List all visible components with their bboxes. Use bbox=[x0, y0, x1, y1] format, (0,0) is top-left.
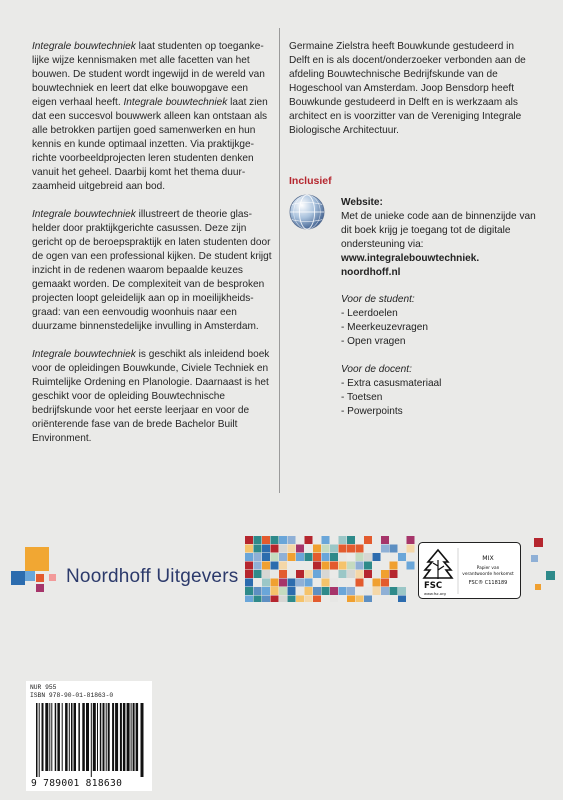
mosaic-tile bbox=[271, 553, 279, 561]
mosaic-tile bbox=[262, 553, 270, 561]
mosaic-tile bbox=[373, 545, 381, 553]
barcode-bar bbox=[100, 703, 102, 771]
mosaic-tile bbox=[347, 562, 355, 570]
nur-code: NUR 955 bbox=[30, 684, 57, 691]
mosaic-tile bbox=[356, 587, 364, 595]
mosaic-tile bbox=[364, 587, 372, 595]
authors-text: Germaine Zielstra heeft Bouwkunde gestudeerd in Delft en is als docent/onderzoeker verbonden aan de afdeling Bouwtechnische Bedrijfskunde van de Hogeschool van Amsterdam. Joop Bensdorp heeft Bouwkunde gestudeerd in Delft en is werkzaam als architect en is voorzitter van de Vereniging Integrale Biologische Architectuur. bbox=[289, 41, 526, 136]
mosaic-tile bbox=[390, 562, 398, 570]
isbn-code: ISBN 978-90-01-81863-0 bbox=[30, 692, 114, 699]
mosaic-tile bbox=[356, 536, 364, 544]
mosaic-tile bbox=[322, 545, 330, 553]
mosaic-tile bbox=[279, 587, 287, 595]
mosaic-tile bbox=[245, 536, 253, 544]
mosaic-tile bbox=[330, 570, 338, 578]
mosaic-tile bbox=[305, 587, 313, 595]
mosaic-tile bbox=[373, 570, 381, 578]
mosaic-tile bbox=[271, 562, 279, 570]
barcode-bar bbox=[106, 703, 107, 771]
mosaic-tile bbox=[356, 570, 364, 578]
barcode-bar bbox=[39, 703, 40, 777]
mosaic-tile bbox=[254, 562, 262, 570]
mosaic-tile bbox=[390, 570, 398, 578]
mosaic-tile bbox=[296, 587, 304, 595]
mosaic-tile bbox=[381, 579, 389, 587]
mosaic-tile bbox=[364, 596, 372, 603]
fsc-line1: Papier van bbox=[476, 566, 500, 571]
mosaic-tile bbox=[271, 545, 279, 553]
mosaic-tile bbox=[262, 570, 270, 578]
description-paragraph-1 bbox=[32, 40, 272, 194]
mosaic-tile bbox=[347, 587, 355, 595]
mosaic-tile bbox=[390, 536, 398, 544]
mosaic-tile bbox=[279, 596, 287, 603]
mosaic-tile bbox=[330, 579, 338, 587]
mosaic-tile bbox=[279, 562, 287, 570]
mosaic-tile bbox=[373, 596, 381, 603]
mosaic-tile bbox=[339, 587, 347, 595]
logo-square bbox=[11, 571, 25, 585]
mosaic-tile bbox=[288, 596, 296, 603]
logo-square bbox=[25, 547, 49, 571]
mosaic-tile bbox=[347, 570, 355, 578]
barcode-bar bbox=[62, 703, 63, 771]
barcode-bar bbox=[45, 703, 48, 771]
mosaic-tile bbox=[305, 536, 313, 544]
publisher-name: Noordhoff Uitgevers bbox=[66, 566, 239, 587]
mosaic-tile bbox=[381, 596, 389, 603]
mosaic-tile bbox=[305, 596, 313, 603]
decor-square bbox=[534, 538, 543, 547]
color-mosaic bbox=[245, 536, 415, 602]
mosaic-tile bbox=[407, 570, 415, 578]
website-url-part: www.integralebouwtechniek. bbox=[341, 253, 480, 264]
mosaic-tile bbox=[347, 553, 355, 561]
barcode-bar bbox=[133, 703, 135, 771]
mosaic-tile bbox=[305, 579, 313, 587]
mosaic-tile bbox=[330, 587, 338, 595]
mosaic-tile bbox=[254, 553, 262, 561]
book-title-italic: Integrale bouwtechniek bbox=[123, 97, 228, 108]
mosaic-tile bbox=[364, 545, 372, 553]
mosaic-tile bbox=[330, 545, 338, 553]
mosaic-tile bbox=[381, 536, 389, 544]
website-block bbox=[341, 196, 541, 280]
mosaic-tile bbox=[339, 536, 347, 544]
mosaic-tile bbox=[245, 562, 253, 570]
mosaic-tile bbox=[398, 545, 406, 553]
mosaic-tile bbox=[339, 553, 347, 561]
mosaic-tile bbox=[373, 587, 381, 595]
logo-square bbox=[36, 584, 44, 592]
description-text: laat studenten op toeganke- lijke wijze kennismaken met alle facetten van het bouwen. De student wordt ingewijd in de wereld van bouwtechniek en leert dat elke bouwopgave een eigen verhaal heeft. bbox=[32, 41, 265, 108]
mosaic-tile bbox=[330, 562, 338, 570]
mosaic-tile bbox=[245, 579, 253, 587]
mosaic-tile bbox=[245, 570, 253, 578]
mosaic-tile bbox=[373, 553, 381, 561]
barcode-digits: 9 789001 818630 bbox=[31, 778, 123, 789]
mosaic-tile bbox=[245, 587, 253, 595]
barcode-panel bbox=[26, 681, 152, 791]
mosaic-tile bbox=[279, 536, 287, 544]
mosaic-tile bbox=[254, 545, 262, 553]
barcode-bar bbox=[74, 703, 77, 771]
mosaic-tile bbox=[407, 553, 415, 561]
mosaic-tile bbox=[254, 596, 262, 603]
mosaic-tile bbox=[313, 536, 321, 544]
mosaic-tile bbox=[356, 545, 364, 553]
barcode-bar bbox=[131, 703, 132, 771]
mosaic-tile bbox=[254, 536, 262, 544]
mosaic-tile bbox=[322, 562, 330, 570]
mosaic-tile bbox=[279, 570, 287, 578]
mosaic-tile bbox=[364, 536, 372, 544]
mosaic-tile bbox=[313, 562, 321, 570]
mosaic-tile bbox=[356, 579, 364, 587]
docent-list bbox=[341, 377, 541, 419]
barcode-bar bbox=[57, 703, 60, 771]
description-paragraph-3 bbox=[32, 348, 272, 446]
decor-square bbox=[546, 571, 555, 580]
barcode-bar bbox=[127, 703, 130, 771]
barcode-bar bbox=[123, 703, 126, 771]
description-text: illustreert de theorie glas- helder door praktijkgerichte casussen. Deze zijn gericht op de beroepspraktijk en laten studenten door de ogen van een professional kijken. De student krijgt inzicht in de redenen waarom bepaalde keuzes gemaakt worden. De complexiteit van de besproken projecten loopt geleidelijk aan op in moeilijkheids- graad: van een eenvoudig woonhuis naar een duurzame binnenstedelijke invulling in Amsterdam. bbox=[32, 209, 272, 332]
mosaic-tile bbox=[373, 562, 381, 570]
mosaic-tile bbox=[407, 562, 415, 570]
mosaic-tile bbox=[339, 545, 347, 553]
mosaic-tile bbox=[245, 545, 253, 553]
mosaic-tile bbox=[313, 553, 321, 561]
mosaic-tile bbox=[288, 579, 296, 587]
mosaic-tile bbox=[245, 553, 253, 561]
mosaic-tile bbox=[254, 579, 262, 587]
mosaic-tile bbox=[339, 596, 347, 603]
barcode-bar bbox=[78, 703, 80, 771]
mosaic-tile bbox=[356, 553, 364, 561]
barcode-bar bbox=[49, 703, 50, 771]
list-item: - Powerpoints bbox=[341, 406, 403, 417]
decor-square bbox=[535, 584, 541, 590]
mosaic-tile bbox=[398, 596, 406, 603]
description-paragraph-2 bbox=[32, 208, 272, 334]
logo-square bbox=[49, 574, 56, 581]
mosaic-tile bbox=[381, 553, 389, 561]
barcode-bar bbox=[108, 703, 110, 771]
logo-square bbox=[36, 574, 44, 582]
mosaic-tile bbox=[347, 545, 355, 553]
mosaic-tile bbox=[339, 562, 347, 570]
description-column bbox=[32, 40, 272, 460]
mosaic-tile bbox=[296, 579, 304, 587]
mosaic-tile bbox=[288, 553, 296, 561]
mosaic-tile bbox=[262, 536, 270, 544]
mosaic-tile bbox=[262, 579, 270, 587]
logo-square bbox=[25, 571, 35, 581]
resource-lists bbox=[341, 293, 541, 433]
barcode-bar bbox=[36, 703, 38, 777]
website-text: Met de unieke code aan de binnenzijde van dit boek krijg je toegang tot de digitale ondersteuning via: bbox=[341, 211, 536, 250]
description-text: laat zien dat een succesvol bouwwerk alleen kan ontstaan als alle betrokken partijen goed samenwerken en hun kennis en kunde optimaal inzetten. Via praktijkge- richte voorbeeldprojecten leren studenten denken vanuit het geheel. Daarbij komt het thema duur- zaamheid uitgebreid aan bod. bbox=[32, 97, 268, 192]
mosaic-tile bbox=[407, 545, 415, 553]
fsc-mark bbox=[418, 542, 521, 599]
mosaic-tile bbox=[398, 570, 406, 578]
barcode-bar bbox=[65, 703, 68, 771]
mosaic-tile bbox=[330, 553, 338, 561]
mosaic-tile bbox=[313, 570, 321, 578]
barcode-bar bbox=[51, 703, 52, 771]
decor-square bbox=[531, 555, 538, 562]
mosaic-tile bbox=[288, 545, 296, 553]
mosaic-tile bbox=[313, 596, 321, 603]
mosaic-tile bbox=[313, 587, 321, 595]
mosaic-tile bbox=[390, 545, 398, 553]
mosaic-tile bbox=[347, 596, 355, 603]
mosaic-tile bbox=[407, 536, 415, 544]
barcode-bar bbox=[86, 703, 89, 771]
mosaic-tile bbox=[356, 562, 364, 570]
mosaic-tile bbox=[254, 587, 262, 595]
mosaic-tile bbox=[313, 579, 321, 587]
list-item: - Toetsen bbox=[341, 392, 383, 403]
mosaic-tile bbox=[305, 570, 313, 578]
mosaic-tile bbox=[271, 596, 279, 603]
mosaic-tile bbox=[296, 562, 304, 570]
barcode-bar bbox=[141, 703, 144, 777]
mosaic-tile bbox=[373, 579, 381, 587]
mosaic-tile bbox=[364, 553, 372, 561]
mosaic-tile bbox=[271, 570, 279, 578]
mosaic-tile bbox=[390, 596, 398, 603]
barcode-bar bbox=[93, 703, 96, 771]
mosaic-tile bbox=[330, 536, 338, 544]
mosaic-tile bbox=[364, 562, 372, 570]
website-url[interactable] bbox=[341, 252, 541, 280]
mosaic-tile bbox=[322, 570, 330, 578]
mosaic-tile bbox=[305, 562, 313, 570]
barcode-bar bbox=[103, 703, 105, 771]
mosaic-tile bbox=[262, 587, 270, 595]
barcode-bar bbox=[69, 703, 70, 771]
mosaic-tile bbox=[322, 579, 330, 587]
mosaic-tile bbox=[390, 579, 398, 587]
mosaic-tile bbox=[313, 545, 321, 553]
mosaic-tile bbox=[262, 596, 270, 603]
mosaic-tile bbox=[407, 579, 415, 587]
mosaic-tile bbox=[339, 579, 347, 587]
barcode-bar bbox=[97, 703, 98, 771]
mosaic-tile bbox=[398, 553, 406, 561]
mosaic-tile bbox=[407, 587, 415, 595]
mosaic-tile bbox=[398, 587, 406, 595]
mosaic-tile bbox=[381, 587, 389, 595]
fsc-mix: MIX bbox=[482, 555, 494, 562]
mosaic-tile bbox=[390, 587, 398, 595]
column-divider bbox=[279, 28, 280, 493]
mosaic-tile bbox=[364, 579, 372, 587]
student-list bbox=[341, 307, 541, 349]
mosaic-tile bbox=[364, 570, 372, 578]
book-title-italic: Integrale bouwtechniek bbox=[32, 41, 136, 52]
mosaic-tile bbox=[254, 570, 262, 578]
mosaic-tile bbox=[288, 536, 296, 544]
mosaic-tile bbox=[381, 545, 389, 553]
mosaic-tile bbox=[381, 562, 389, 570]
barcode-bar bbox=[71, 703, 73, 771]
barcode-bar bbox=[136, 703, 139, 771]
book-title-italic: Integrale bouwtechniek bbox=[32, 349, 136, 360]
mosaic-tile bbox=[288, 587, 296, 595]
mosaic-tile bbox=[407, 596, 415, 603]
mosaic-tile bbox=[390, 553, 398, 561]
list-item: - Meerkeuzevragen bbox=[341, 322, 428, 333]
barcode-bar bbox=[112, 703, 114, 771]
barcode-bar bbox=[82, 703, 85, 771]
fsc-site: www.fsc.org bbox=[424, 592, 446, 596]
mosaic-tile bbox=[381, 570, 389, 578]
barcode-bar bbox=[55, 703, 57, 771]
mosaic-tile bbox=[322, 553, 330, 561]
list-item: - Open vragen bbox=[341, 336, 406, 347]
authors-bio bbox=[289, 40, 534, 138]
mosaic-tile bbox=[271, 536, 279, 544]
mosaic-tile bbox=[262, 562, 270, 570]
inclusief-heading: Inclusief bbox=[289, 175, 332, 187]
fsc-code: FSC® C118189 bbox=[468, 580, 508, 586]
barcode-bar bbox=[42, 703, 44, 771]
website-heading: Website: bbox=[341, 197, 383, 208]
mosaic-tile bbox=[271, 579, 279, 587]
description-text: is geschikt als inleidend boek voor de opleidingen Bouwkunde, Civiele Techniek en Ruimtelijke Ordening en Planologie. Daarnaast is het geschikt voor de opleiding Bouwtechnische bedrijfskunde voor het eerste leerjaar en voor de oriënterende fase van de brede Bachelor Built Environment. bbox=[32, 349, 270, 444]
fsc-logo-text: FSC bbox=[424, 581, 443, 591]
list-item: - Extra casusmateriaal bbox=[341, 378, 442, 389]
barcode-bar bbox=[115, 703, 118, 771]
globe-icon bbox=[288, 193, 326, 231]
mosaic-tile bbox=[305, 553, 313, 561]
mosaic-tile bbox=[398, 579, 406, 587]
mosaic-tile bbox=[288, 562, 296, 570]
book-title-italic: Integrale bouwtechniek bbox=[32, 209, 136, 220]
website-url-part: noordhoff.nl bbox=[341, 267, 401, 278]
barcode-icon bbox=[36, 703, 144, 777]
mosaic-tile bbox=[305, 545, 313, 553]
mosaic-tile bbox=[339, 570, 347, 578]
mosaic-tile bbox=[245, 596, 253, 603]
mosaic-tile bbox=[356, 596, 364, 603]
mosaic-tile bbox=[398, 562, 406, 570]
mosaic-tile bbox=[347, 579, 355, 587]
mosaic-tile bbox=[279, 553, 287, 561]
mosaic-tile bbox=[279, 579, 287, 587]
mosaic-tile bbox=[296, 545, 304, 553]
mosaic-tile bbox=[322, 536, 330, 544]
mosaic-tile bbox=[296, 553, 304, 561]
mosaic-tile bbox=[347, 536, 355, 544]
mosaic-tile bbox=[296, 596, 304, 603]
mosaic-tile bbox=[322, 587, 330, 595]
barcode-bar bbox=[91, 703, 92, 777]
mosaic-tile bbox=[279, 545, 287, 553]
mosaic-tile bbox=[322, 596, 330, 603]
docent-heading: Voor de docent: bbox=[341, 364, 412, 375]
mosaic-tile bbox=[288, 570, 296, 578]
mosaic-tile bbox=[271, 587, 279, 595]
mosaic-tile bbox=[330, 596, 338, 603]
student-heading: Voor de student: bbox=[341, 294, 415, 305]
list-item: - Leerdoelen bbox=[341, 308, 398, 319]
mosaic-tile bbox=[398, 536, 406, 544]
fsc-line2: verantwoorde herkomst bbox=[462, 572, 514, 577]
barcode-bar bbox=[120, 703, 122, 771]
fsc-label bbox=[418, 542, 521, 599]
mosaic-tile bbox=[262, 545, 270, 553]
mosaic-tile bbox=[373, 536, 381, 544]
mosaic-tile bbox=[296, 570, 304, 578]
mosaic-tile bbox=[296, 536, 304, 544]
